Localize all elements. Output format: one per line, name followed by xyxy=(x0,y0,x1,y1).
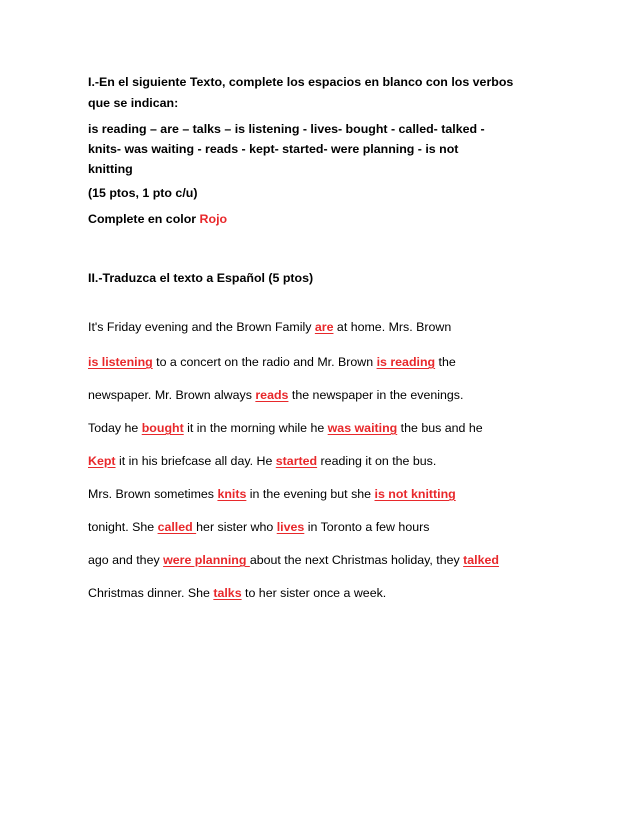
paragraph-line-5 xyxy=(88,453,436,469)
section1-heading-line1: I.-En el siguiente Texto, complete los espacios en blanco con los verbos xyxy=(88,75,514,89)
text-segment: the xyxy=(435,355,456,369)
text-segment: in Toronto a few hours xyxy=(304,520,430,534)
paragraph-line-1 xyxy=(88,319,451,335)
answer-is-reading: is reading xyxy=(376,355,436,369)
text-segment: It's Friday evening and the Brown Family xyxy=(88,320,315,334)
text-segment: it in his briefcase all day. He xyxy=(115,454,276,468)
text-segment: about the next Christmas holiday, they xyxy=(249,553,464,567)
text-segment: the bus and he xyxy=(397,421,483,435)
verb-list-line1: is reading – are – talks – is listening - lives- bought - called- talked - xyxy=(88,122,485,136)
color-word: Rojo xyxy=(199,212,228,226)
answer-knits: knits xyxy=(217,487,247,501)
text-segment: the newspaper in the evenings. xyxy=(288,388,464,402)
verb-list-line3: knitting xyxy=(88,162,133,176)
color-instruction-text: Complete en color xyxy=(88,212,200,226)
section2-heading: II.-Traduzca el texto a Español (5 ptos) xyxy=(88,271,314,285)
answer-bought: bought xyxy=(141,421,184,435)
paragraph-line-9 xyxy=(88,585,386,601)
text-segment: newspaper. Mr. Brown always xyxy=(88,388,256,402)
answer-lives: lives xyxy=(276,520,305,534)
answer-are: are xyxy=(314,320,334,334)
answer-was-waiting: was waiting xyxy=(327,421,398,435)
answer-called: called xyxy=(157,520,197,534)
paragraph-line-7 xyxy=(88,519,429,535)
text-segment: Mrs. Brown sometimes xyxy=(88,487,218,501)
text-segment: it in the morning while he xyxy=(183,421,328,435)
answer-is-not-knitting: is not knitting xyxy=(374,487,456,501)
paragraph-line-6 xyxy=(88,486,456,502)
answer-were-planning: were planning xyxy=(163,553,250,567)
color-instruction xyxy=(88,211,227,227)
text-segment: Christmas dinner. She xyxy=(88,586,214,600)
text-segment: reading it on the bus. xyxy=(317,454,437,468)
answer-reads: reads xyxy=(255,388,289,402)
text-segment: in the evening but she xyxy=(246,487,375,501)
text-segment: tonight. She xyxy=(88,520,158,534)
paragraph-line-3 xyxy=(88,387,463,403)
text-segment: ago and they xyxy=(88,553,164,567)
paragraph-line-8 xyxy=(88,552,499,568)
text-segment: her sister who xyxy=(196,520,277,534)
answer-talks: talks xyxy=(213,586,242,600)
paragraph-line-2 xyxy=(88,354,456,370)
text-segment: to her sister once a week. xyxy=(241,586,387,600)
text-segment: to a concert on the radio and Mr. Brown xyxy=(152,355,377,369)
answer-talked: talked xyxy=(463,553,499,567)
verb-list-line2: knits- was waiting - reads - kept- started- were planning - is not xyxy=(88,142,459,156)
points-note: (15 ptos, 1 pto c/u) xyxy=(88,186,198,200)
text-segment: Today he xyxy=(88,421,142,435)
answer-is-listening: is listening xyxy=(88,355,153,369)
section1-heading-line2: que se indican: xyxy=(88,96,179,110)
text-segment: at home. Mrs. Brown xyxy=(333,320,452,334)
answer-started: started xyxy=(275,454,318,468)
paragraph-line-4 xyxy=(88,420,483,436)
answer-kept: Kept xyxy=(88,454,116,468)
